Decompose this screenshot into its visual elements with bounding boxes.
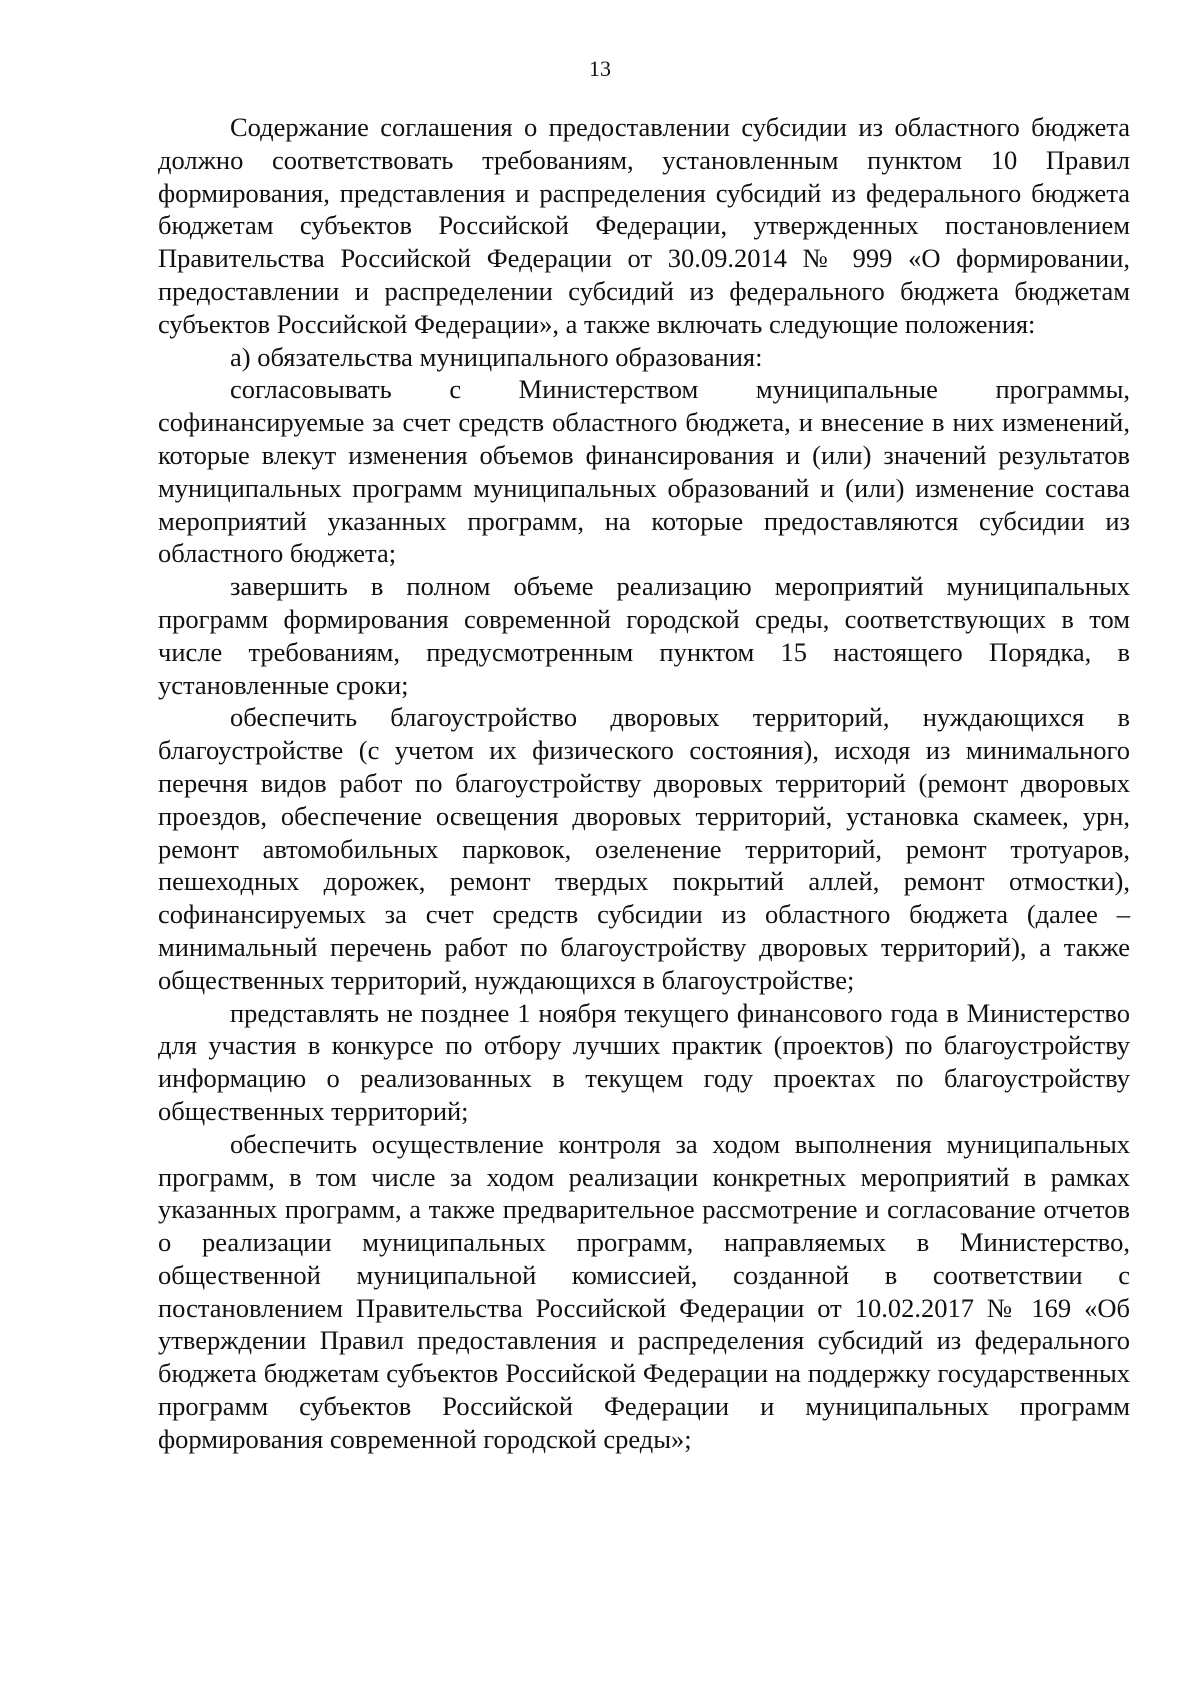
paragraph-ensure-control: обеспечить осуществление контроля за ходом выполнения муниципальных программ, в том числе за ходом реализации конкретных мероприятий в рамках указанных программ, а также предварительное рассмотрение и согласование отчетов о реализации муниципальных программ, направляемых в Министерство, общественной муниципальной комиссией, созданной в соответствии с постановлением Правительства Российской Федерации от 10.02.2017 № 169 «Об утверждении Правил предоставления и распределения субсидий из федерального бюджета бюджетам субъектов Российской Федерации на поддержку государственных программ субъектов Российской Федерации и муниципальных программ формирования современной городской среды»; bbox=[158, 1128, 1130, 1454]
paragraph-municipal-obligations: а) обязательства муниципального образования: bbox=[230, 341, 763, 372]
paragraph-complete-implementation: завершить в полном объеме реализацию мероприятий муниципальных программ формирования современной городской среды, соответствующих в том числе требованиям, предусмотренным пунктом 15 настоящего Порядка, в установленные сроки; bbox=[158, 571, 1130, 700]
document-body bbox=[158, 111, 1130, 1456]
paragraph-coordinate-programs: согласовывать с Министерством муниципальные программы, софинансируемые за счет средств областного бюджета, и внесение в них изменений, которые влекут изменения объемов финансирования и (или) значений результатов муниципальных программ муниципальных образований и (или) изменение состава мероприятий указанных программ, на которые предоставляются субсидии из областного бюджета; bbox=[158, 374, 1130, 569]
paragraph-yard-improvement: обеспечить благоустройство дворовых территорий, нуждающихся в благоустройстве (с учетом их физического состояния), исходя из минимального перечня видов работ по благоустройству дворовых территорий (ремонт дворовых проездов, обеспечение освещения дворовых территорий, установка скамеек, урн, ремонт автомобильных парковок, озеленение территорий, ремонт тротуаров, пешеходных дорожек, ремонт твердых покрытий аллей, ремонт отмостки), софинансируемых за счет средств субсидии из областного бюджета (далее – минимальный перечень работ по благоустройству дворовых территорий), а также общественных территорий, нуждающихся в благоустройстве; bbox=[158, 702, 1130, 995]
paragraph-submit-information: представлять не позднее 1 ноября текущего финансового года в Министерство для участия в конкурсе по отбору лучших практик (проектов) по благоустройству информацию о реализованных в текущем году проектах по благоустройству общественных территорий; bbox=[158, 997, 1130, 1126]
paragraph-agreement-content: Содержание соглашения о предоставлении субсидии из областного бюджета должно соответствовать требованиям, установленным пунктом 10 Правил формирования, представления и распределения субсидий из федерального бюджета бюджетам субъектов Российской Федерации, утвержденных постановлением Правительства Российской Федерации от 30.09.2014 № 999 «О формировании, предоставлении и распределении субсидий из федерального бюджета бюджетам субъектов Российской Федерации», а также включать следующие положения: bbox=[158, 112, 1130, 339]
page-number: 13 bbox=[589, 56, 611, 81]
